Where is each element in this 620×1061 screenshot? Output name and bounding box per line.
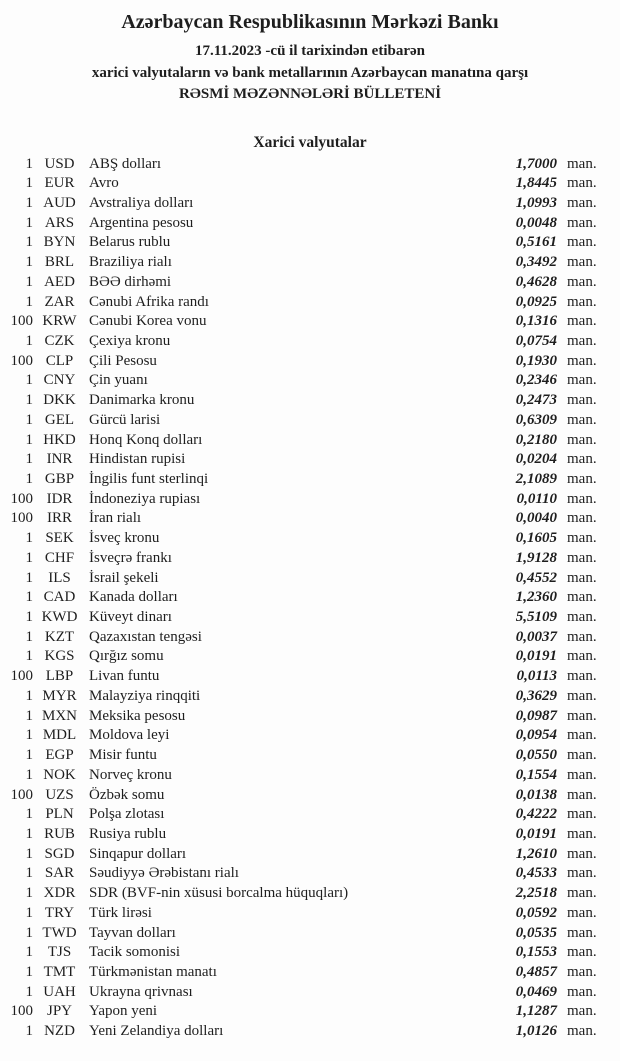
unit-label: man. xyxy=(567,707,597,724)
rate-row xyxy=(0,194,620,214)
rate-row xyxy=(0,766,620,786)
unit-label: man. xyxy=(567,155,597,172)
currency-code: UZS xyxy=(45,786,74,803)
rate-row xyxy=(0,845,620,865)
currency-name: Tayvan dolları xyxy=(89,924,176,941)
currency-code: GBP xyxy=(44,471,75,487)
rate-value: 1,1287 xyxy=(515,1003,557,1020)
rate-row xyxy=(0,293,620,313)
rate-row xyxy=(0,667,620,687)
currency-code: UAH xyxy=(43,983,76,1000)
currency-name: Braziliya rialı xyxy=(89,254,172,271)
currency-code: TWD xyxy=(42,924,77,941)
currency-name: Qırğız somu xyxy=(89,648,164,665)
currency-code: MDL xyxy=(42,727,77,744)
rate-value: 0,0191 xyxy=(515,825,557,842)
unit-label: man. xyxy=(567,372,597,389)
quantity-value: 1 xyxy=(25,944,33,961)
currency-name: Moldova leyi xyxy=(89,727,170,744)
rate-row xyxy=(0,687,620,707)
quantity-value: 100 xyxy=(10,1003,33,1020)
rate-value: 0,0592 xyxy=(515,904,557,921)
currency-name: Yapon yeni xyxy=(89,1003,158,1020)
rate-row xyxy=(0,371,620,391)
quantity-value: 100 xyxy=(10,352,33,369)
currency-name: Küveyt dinarı xyxy=(89,609,172,626)
currency-code: ARS xyxy=(44,214,75,231)
currency-code: TRY xyxy=(44,904,75,921)
quantity-value: 100 xyxy=(10,786,33,803)
unit-label: man. xyxy=(567,944,597,961)
quantity-value: 1 xyxy=(25,431,33,448)
rate-value: 0,0954 xyxy=(515,727,557,744)
currency-code: EUR xyxy=(44,175,75,192)
unit-label: man. xyxy=(567,589,597,606)
rate-row xyxy=(0,726,620,746)
rate-row xyxy=(0,529,620,549)
rate-row xyxy=(0,805,620,825)
rate-row xyxy=(0,707,620,727)
currency-code: NOK xyxy=(43,766,76,783)
currency-name: Rusiya rublu xyxy=(89,825,167,842)
currency-code: NZD xyxy=(44,1023,75,1040)
currency-name: Ukrayna qrivnası xyxy=(89,983,193,1000)
rate-row xyxy=(0,608,620,628)
quantity-value: 1 xyxy=(25,845,33,862)
currency-code: GEL xyxy=(44,411,75,428)
currency-name: Belarus rublu xyxy=(89,234,171,251)
rate-row xyxy=(0,549,620,569)
rate-value: 0,0925 xyxy=(515,293,557,310)
rate-value: 2,2518 xyxy=(515,885,557,902)
rate-value: 1,7000 xyxy=(515,155,557,172)
rate-value: 0,0048 xyxy=(515,214,557,231)
unit-label: man. xyxy=(567,214,597,231)
rate-row xyxy=(0,233,620,253)
currency-code: ILS xyxy=(48,569,71,586)
rate-row xyxy=(0,273,620,293)
currency-code: TMT xyxy=(43,963,76,980)
quantity-value: 1 xyxy=(25,628,33,645)
currency-name: İndoneziya rupiası xyxy=(89,490,201,507)
rate-row xyxy=(0,786,620,806)
rate-value: 1,0126 xyxy=(515,1023,557,1040)
currency-code: AUD xyxy=(43,194,76,211)
quantity-value: 1 xyxy=(25,392,33,409)
rate-value: 0,0037 xyxy=(515,628,557,645)
rate-row xyxy=(0,470,620,490)
currency-name: Honq Konq dolları xyxy=(89,431,203,448)
currency-name: İsrail şekeli xyxy=(89,569,159,586)
currency-code: DKK xyxy=(43,392,76,409)
currency-code: RUB xyxy=(44,825,75,842)
rate-value: 0,3629 xyxy=(515,687,557,704)
quantity-value: 100 xyxy=(10,510,33,527)
quantity-value: 1 xyxy=(25,234,33,251)
rate-value: 1,9128 xyxy=(515,549,557,566)
quantity-value: 1 xyxy=(25,983,33,1000)
rate-row xyxy=(0,411,620,431)
rate-row xyxy=(0,983,620,1003)
unit-label: man. xyxy=(567,983,597,1000)
quantity-value: 1 xyxy=(25,254,33,271)
rate-value: 0,4552 xyxy=(515,569,557,586)
rate-value: 5,5109 xyxy=(515,609,557,626)
currency-code: KWD xyxy=(41,609,78,626)
rate-row xyxy=(0,174,620,194)
currency-code: SEK xyxy=(45,530,74,547)
quantity-value: 1 xyxy=(25,589,33,606)
rate-value: 0,1553 xyxy=(515,944,557,961)
currency-name: Çexiya kronu xyxy=(89,332,171,349)
bulletin-header xyxy=(0,0,620,106)
bulletin-title-line: RƏSMİ MƏZƏNNƏLƏRİ BÜLLETENİ xyxy=(178,86,442,102)
rate-row xyxy=(0,904,620,924)
unit-label: man. xyxy=(567,825,597,842)
unit-label: man. xyxy=(567,194,597,211)
unit-label: man. xyxy=(567,648,597,665)
unit-label: man. xyxy=(567,1023,597,1040)
quantity-value: 1 xyxy=(25,214,33,231)
currency-code: BRL xyxy=(44,254,75,271)
currency-code: IDR xyxy=(46,490,73,507)
unit-label: man. xyxy=(567,530,597,547)
unit-label: man. xyxy=(567,471,597,487)
currency-name: Norveç kronu xyxy=(89,766,172,783)
exchange-rates-table xyxy=(0,155,620,1042)
rate-row xyxy=(0,1022,620,1042)
rate-value: 0,0191 xyxy=(515,648,557,665)
currency-code: ZAR xyxy=(44,293,75,310)
currency-code: KZT xyxy=(44,628,75,645)
unit-label: man. xyxy=(567,904,597,921)
currency-code: AED xyxy=(44,273,75,290)
currency-name: Çili Pesosu xyxy=(89,352,157,369)
unit-label: man. xyxy=(567,431,597,448)
bank-title: Azərbaycan Respublikasının Mərkəzi Bankı xyxy=(121,11,499,33)
quantity-value: 1 xyxy=(25,273,33,290)
rate-value: 0,3492 xyxy=(515,254,557,271)
rate-row xyxy=(0,509,620,529)
rate-value: 0,4628 xyxy=(515,273,557,290)
unit-label: man. xyxy=(567,510,597,527)
currency-code: HKD xyxy=(43,431,76,448)
rate-value: 0,4222 xyxy=(515,806,557,823)
rate-value: 0,2473 xyxy=(515,392,557,409)
currency-name: Argentina pesosu xyxy=(89,214,194,231)
currency-code: LBP xyxy=(45,668,74,685)
subtitle-line: xarici valyutaların və bank metallarının Azərbaycan manatına qarşı xyxy=(91,64,529,81)
currency-code: BYN xyxy=(43,234,76,251)
rate-row xyxy=(0,312,620,332)
currency-name: Özbək somu xyxy=(89,786,165,803)
rate-value: 0,0113 xyxy=(516,668,557,685)
quantity-value: 1 xyxy=(25,766,33,783)
currency-code: CZK xyxy=(44,332,75,349)
unit-label: man. xyxy=(567,411,597,428)
rate-value: 0,1930 xyxy=(515,352,557,369)
unit-label: man. xyxy=(567,313,597,330)
unit-label: man. xyxy=(567,175,597,192)
unit-label: man. xyxy=(567,786,597,803)
rate-value: 0,0110 xyxy=(516,490,557,507)
quantity-value: 1 xyxy=(25,727,33,744)
quantity-value: 1 xyxy=(25,293,33,310)
quantity-value: 1 xyxy=(25,194,33,211)
currency-name: Polşa zlotası xyxy=(89,806,165,823)
quantity-value: 1 xyxy=(25,155,33,172)
currency-name: İran rialı xyxy=(89,510,142,527)
quantity-value: 1 xyxy=(25,825,33,842)
rate-value: 0,4533 xyxy=(515,865,557,882)
currency-code: INR xyxy=(46,451,73,468)
rate-value: 0,0204 xyxy=(515,451,557,468)
currency-name: Meksika pesosu xyxy=(89,707,186,724)
unit-label: man. xyxy=(567,549,597,566)
rate-row xyxy=(0,647,620,667)
quantity-value: 1 xyxy=(25,609,33,626)
quantity-value: 1 xyxy=(25,372,33,389)
currency-code: PLN xyxy=(45,806,74,823)
unit-label: man. xyxy=(567,490,597,507)
rate-value: 0,0754 xyxy=(515,332,557,349)
rate-value: 0,1605 xyxy=(515,530,557,547)
currency-code: SAR xyxy=(44,865,75,882)
unit-label: man. xyxy=(567,885,597,902)
currency-code: CNY xyxy=(43,372,76,389)
currency-name: Tacik somonisi xyxy=(89,944,181,961)
currency-name: Türk lirəsi xyxy=(89,904,152,921)
currency-name: İsveçrə frankı xyxy=(89,549,172,566)
currency-name: Cənubi Korea vonu xyxy=(89,313,207,330)
rate-value: 0,2346 xyxy=(515,372,557,389)
rate-row xyxy=(0,628,620,648)
currency-code: KGS xyxy=(44,648,75,665)
quantity-value: 1 xyxy=(25,904,33,921)
currency-name: Səudiyyə Ərəbistanı rialı xyxy=(89,865,239,882)
rate-value: 0,6309 xyxy=(515,411,557,428)
currency-code: MXN xyxy=(41,707,77,724)
unit-label: man. xyxy=(567,1003,597,1020)
unit-label: man. xyxy=(567,609,597,626)
quantity-value: 100 xyxy=(10,668,33,685)
quantity-value: 1 xyxy=(25,175,33,192)
rate-value: 1,0993 xyxy=(515,194,557,211)
currency-name: BƏƏ dirhəmi xyxy=(89,273,172,290)
quantity-value: 1 xyxy=(25,569,33,586)
currency-code: IRR xyxy=(46,510,72,527)
rate-row xyxy=(0,864,620,884)
unit-label: man. xyxy=(567,234,597,251)
currency-code: XDR xyxy=(43,885,76,902)
currency-name: ABŞ dolları xyxy=(89,155,162,172)
rate-row xyxy=(0,1002,620,1022)
unit-label: man. xyxy=(567,332,597,349)
unit-label: man. xyxy=(567,963,597,980)
rate-row xyxy=(0,391,620,411)
rate-row xyxy=(0,569,620,589)
quantity-value: 1 xyxy=(25,648,33,665)
currency-name: Avro xyxy=(89,175,119,192)
rate-value: 0,0550 xyxy=(515,747,557,764)
quantity-value: 1 xyxy=(25,451,33,468)
quantity-value: 1 xyxy=(25,471,33,487)
rate-value: 0,5161 xyxy=(515,234,557,251)
currency-name: Malayziya rinqqiti xyxy=(89,687,201,704)
rate-value: 0,4857 xyxy=(515,963,557,980)
section-title-foreign-currencies: Xarici valyutalar xyxy=(253,133,367,151)
unit-label: man. xyxy=(567,806,597,823)
unit-label: man. xyxy=(567,254,597,271)
unit-label: man. xyxy=(567,293,597,310)
unit-label: man. xyxy=(567,747,597,764)
rate-row xyxy=(0,155,620,175)
rate-value: 0,2180 xyxy=(515,431,557,448)
rate-row xyxy=(0,588,620,608)
quantity-value: 1 xyxy=(25,1023,33,1040)
unit-label: man. xyxy=(567,392,597,409)
rate-value: 1,2360 xyxy=(515,589,557,606)
quantity-value: 100 xyxy=(10,490,33,507)
quantity-value: 1 xyxy=(25,707,33,724)
quantity-value: 1 xyxy=(25,530,33,547)
currency-name: Sinqapur dolları xyxy=(89,845,187,862)
quantity-value: 1 xyxy=(25,924,33,941)
unit-label: man. xyxy=(567,352,597,369)
quantity-value: 1 xyxy=(25,687,33,704)
currency-name: Misir funtu xyxy=(89,747,157,764)
currency-code: CLP xyxy=(45,352,74,369)
currency-name: Hindistan rupisi xyxy=(89,451,186,468)
rate-row xyxy=(0,431,620,451)
currency-name: Yeni Zelandiya dolları xyxy=(89,1023,224,1040)
quantity-value: 1 xyxy=(25,549,33,566)
quantity-value: 1 xyxy=(25,885,33,902)
unit-label: man. xyxy=(567,845,597,862)
quantity-value: 1 xyxy=(25,806,33,823)
rate-row xyxy=(0,963,620,983)
quantity-value: 1 xyxy=(25,747,33,764)
currency-code: USD xyxy=(44,155,75,172)
currency-name: Avstraliya dolları xyxy=(89,194,194,211)
rate-value: 0,0040 xyxy=(515,510,557,527)
unit-label: man. xyxy=(567,451,597,468)
rate-row xyxy=(0,352,620,372)
rate-value: 0,1316 xyxy=(515,313,557,330)
rate-row xyxy=(0,490,620,510)
quantity-value: 1 xyxy=(25,865,33,882)
currency-name: İngilis funt sterlinqi xyxy=(89,471,209,487)
currency-name: Cənubi Afrika randı xyxy=(89,293,209,310)
unit-label: man. xyxy=(567,687,597,704)
rate-row xyxy=(0,884,620,904)
quantity-value: 1 xyxy=(25,963,33,980)
rate-value: 0,1554 xyxy=(515,766,557,783)
rate-row xyxy=(0,746,620,766)
unit-label: man. xyxy=(567,628,597,645)
currency-code: EGP xyxy=(45,747,74,764)
currency-name: Livan funtu xyxy=(89,668,160,685)
rate-value: 1,2610 xyxy=(515,845,557,862)
rate-value: 0,0987 xyxy=(515,707,557,724)
currency-code: MYR xyxy=(42,687,77,704)
currency-name: Türkmənistan manatı xyxy=(89,963,217,980)
currency-name: İsveç kronu xyxy=(89,530,160,547)
currency-name: Çin yuanı xyxy=(89,372,148,389)
rate-row xyxy=(0,450,620,470)
currency-code: TJS xyxy=(47,944,72,961)
unit-label: man. xyxy=(567,668,597,685)
rate-row xyxy=(0,924,620,944)
currency-name: Kanada dolları xyxy=(89,589,178,606)
quantity-value: 100 xyxy=(10,313,33,330)
currency-code: SGD xyxy=(44,845,75,862)
unit-label: man. xyxy=(567,727,597,744)
unit-label: man. xyxy=(567,273,597,290)
currency-code: JPY xyxy=(46,1003,72,1020)
currency-code: KRW xyxy=(42,313,77,330)
unit-label: man. xyxy=(567,766,597,783)
currency-code: CAD xyxy=(43,589,76,606)
unit-label: man. xyxy=(567,569,597,586)
currency-name: Danimarka kronu xyxy=(89,392,195,409)
currency-code: CHF xyxy=(44,549,75,566)
rate-value: 0,0535 xyxy=(515,924,557,941)
currency-name: Qazaxıstan tengəsi xyxy=(89,628,202,645)
unit-label: man. xyxy=(567,865,597,882)
rate-row xyxy=(0,825,620,845)
currency-name: SDR (BVF-nin xüsusi borcalma hüquqları) xyxy=(89,885,349,902)
quantity-value: 1 xyxy=(25,411,33,428)
effective-date-line: 17.11.2023 -cü il tarixindən etibarən xyxy=(195,43,425,59)
rate-row xyxy=(0,943,620,963)
quantity-value: 1 xyxy=(25,332,33,349)
rate-value: 1,8445 xyxy=(515,175,557,192)
unit-label: man. xyxy=(567,924,597,941)
currency-name: Gürcü larisi xyxy=(89,411,161,428)
rate-row xyxy=(0,214,620,234)
rate-value: 0,0469 xyxy=(515,983,557,1000)
rate-row xyxy=(0,332,620,352)
rate-row xyxy=(0,253,620,273)
rate-value: 2,1089 xyxy=(515,471,557,487)
rate-value: 0,0138 xyxy=(515,786,557,803)
